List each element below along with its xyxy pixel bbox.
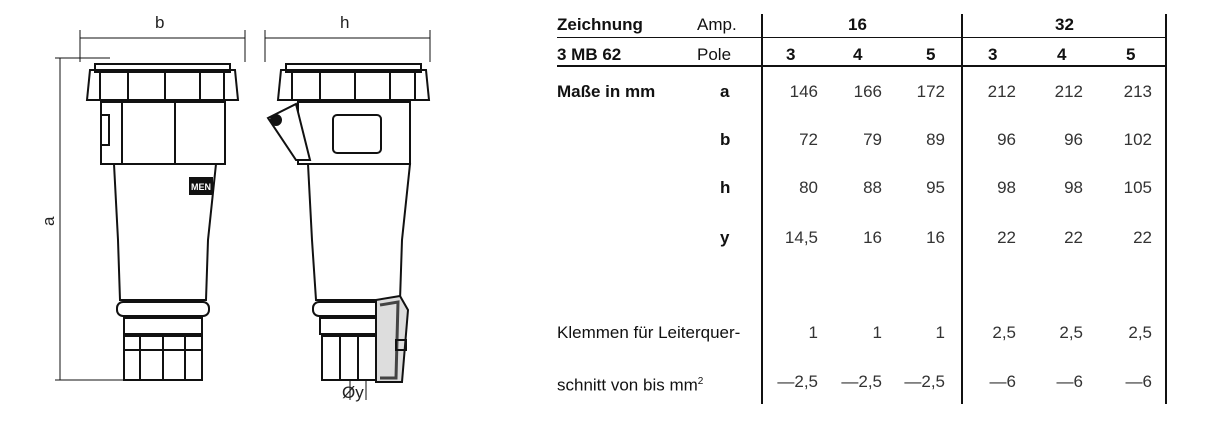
cell-value: 96 [997,130,1016,149]
row-key-a: a [720,82,730,101]
klemmen-label: Klemmen für Leiterquer- [557,323,741,342]
technical-drawing [0,0,540,421]
cell-value: —2,5 [841,372,882,391]
cell-value: 172 [916,82,945,101]
cell-value: —2,5 [904,372,945,391]
dimension-label-b: b [155,13,165,32]
cell-value: 102 [1123,130,1152,149]
cell-value: 22 [1064,228,1083,247]
cell-value: 16 [863,228,882,247]
cell-value: —6 [989,372,1016,391]
column-divider-1 [761,14,763,404]
cell-value: —2,5 [777,372,818,391]
column-divider-3 [1165,14,1167,404]
cell-value: 22 [1133,228,1152,247]
cell-value: 96 [1064,130,1083,149]
header-amp-16: 16 [848,15,867,34]
row-key-y: y [720,228,730,247]
cell-value: 212 [1054,82,1083,101]
cell-value: 212 [987,82,1016,101]
cell-value: 2,5 [1128,323,1152,342]
schnitt-label-text: schnitt von bis mm [557,375,698,395]
cell-value: 2,5 [1059,323,1083,342]
cell-value: 89 [926,130,945,149]
schnitt-label [557,372,703,396]
header-zeichnung: Zeichnung [557,15,643,34]
masse-label: Maße in mm [557,82,656,101]
header-amp-32: 32 [1055,15,1074,34]
pole-cell: 4 [1057,45,1067,64]
cell-value: 1 [872,323,882,342]
cell-value: 22 [997,228,1016,247]
column-divider-2 [961,14,963,404]
cell-value: 2,5 [992,323,1016,342]
pole-cell: 3 [988,45,998,64]
header-pole: Pole [697,45,732,64]
cell-value: 72 [799,130,818,149]
header-amp: Amp. [697,15,737,34]
pole-cell: 5 [926,45,936,64]
cell-value: 98 [1064,178,1083,197]
pole-cell: 3 [786,45,796,64]
dimension-label-h: h [340,13,350,32]
header-model: 3 MB 62 [557,45,622,64]
schnitt-superscript: 2 [697,376,704,387]
cell-value: —6 [1125,372,1152,391]
header-rule-upper [557,37,1167,38]
cell-value: 79 [863,130,882,149]
cell-value: 98 [997,178,1016,197]
pole-cell: 4 [853,45,863,64]
cell-value: 146 [789,82,818,101]
cell-value: 166 [853,82,882,101]
row-key-h: h [720,178,731,197]
cell-value: 105 [1123,178,1152,197]
cell-value: 95 [926,178,945,197]
cell-value: 16 [926,228,945,247]
cell-value: 80 [799,178,818,197]
cell-value: —6 [1056,372,1083,391]
header-rule-lower [557,65,1167,67]
cell-value: 1 [808,323,818,342]
pole-cell: 5 [1126,45,1136,64]
cell-value: 88 [863,178,882,197]
cell-value: 14,5 [784,228,818,247]
brand-logo: MEN [191,182,211,192]
row-key-b: b [720,130,731,149]
dimension-label-y: Øy [342,383,364,402]
cell-value: 1 [935,323,945,342]
cell-value: 213 [1123,82,1152,101]
dimension-label-a: a [39,216,58,226]
